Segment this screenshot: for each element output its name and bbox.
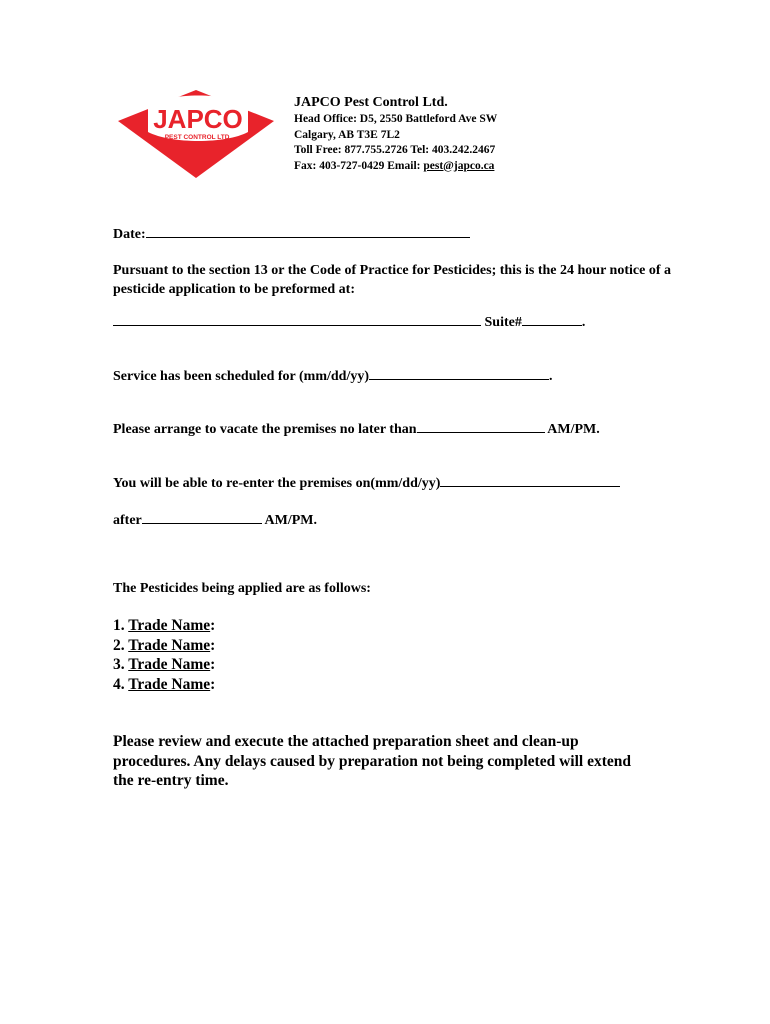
trade-number: 3. [113, 656, 129, 673]
trade-name-list [113, 616, 215, 694]
trade-colon: : [210, 656, 216, 673]
suite-label: Suite# [484, 315, 522, 330]
trade-name-item [113, 636, 215, 656]
service-date-blank[interactable] [369, 367, 549, 380]
trade-name-item [113, 616, 215, 636]
email-link[interactable]: pest@japco.ca [423, 159, 495, 172]
trade-name-label: Trade Name [128, 636, 211, 654]
trade-name-item [113, 675, 215, 695]
letterhead [294, 94, 497, 174]
address-blank[interactable] [113, 313, 481, 326]
trade-colon: : [210, 675, 216, 693]
address-line-2: Calgary, AB T3E 7L2 [294, 128, 400, 141]
reenter-date-blank[interactable] [440, 474, 620, 487]
date-label: Date: [113, 227, 146, 242]
trade-name-label: Trade Name [128, 617, 211, 634]
logo-brand-text: JAPCO [153, 104, 243, 134]
vacate-label: Please arrange to vacate the premises no later than [113, 422, 417, 437]
reenter-row [113, 474, 620, 492]
trade-colon: : [210, 617, 216, 634]
phone-line: Toll Free: 877.755.2726 Tel: 403.242.2467 [294, 144, 496, 156]
vacate-time-blank[interactable] [417, 420, 545, 433]
trade-name-label: Trade Name [128, 675, 211, 693]
service-label: Service has been scheduled for (mm/dd/yy) [113, 369, 370, 384]
suite-blank[interactable] [522, 313, 582, 326]
trade-name-item [113, 655, 215, 675]
fax-text: Fax: 403-727-0429 Email: [294, 159, 424, 172]
pesticides-label: The Pesticides being applied are as follows: [113, 581, 371, 596]
after-label: after [113, 513, 142, 528]
service-row [113, 367, 553, 385]
service-period: . [549, 369, 553, 384]
trade-number: 1. [113, 617, 129, 634]
trade-colon: : [210, 636, 216, 654]
after-row [113, 511, 317, 529]
vacate-ampm: AM/PM. [547, 422, 600, 437]
closing-paragraph: Please review and execute the attached preparation sheet and clean-up procedures. Any delays caused by preparation not being completed will extend the re-entry time. [113, 733, 631, 789]
trade-number: 2. [113, 636, 129, 654]
company-name: JAPCO Pest Control Ltd. [294, 95, 448, 110]
japco-logo [116, 88, 276, 180]
after-ampm: AM/PM. [264, 513, 317, 528]
address-row [113, 313, 585, 331]
logo-tagline-text: PEST CONTROL LTD. [164, 134, 232, 141]
fax-email-line [294, 159, 497, 175]
reenter-label: You will be able to re-enter the premises on(mm/dd/yy) [113, 476, 441, 491]
notice-paragraph: Pursuant to the section 13 or the Code of Practice for Pesticides; this is the 24 hour notice of a pesticide application to be preformed at: [113, 263, 671, 297]
vacate-row [113, 420, 600, 438]
after-time-blank[interactable] [142, 511, 262, 524]
trade-number: 4. [113, 675, 129, 693]
suite-period: . [581, 315, 586, 330]
date-row [113, 225, 470, 243]
address-line-1: Head Office: D5, 2550 Battleford Ave SW [294, 113, 498, 125]
trade-name-label: Trade Name [128, 656, 211, 673]
date-blank[interactable] [146, 225, 470, 238]
